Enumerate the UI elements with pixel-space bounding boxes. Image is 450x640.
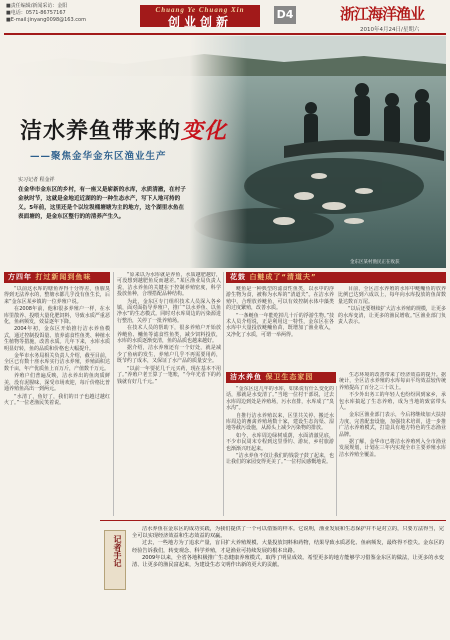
paragraph: 据了解，金华市已将洁水养殖列入全市渔业发展规划，计划在三年内实现全市主要养殖水库洁水养殖全覆盖。 [339, 439, 446, 458]
subheadline: ——聚焦金华金东区渔业生产 [30, 151, 167, 162]
column-3b-text [338, 286, 446, 368]
column-4-heading-text: 保卫生态家园 [265, 373, 314, 381]
paragraph: “金东区这几年的水库，如果说有什么变化的话，那就是水变清了。”当地一位村干部说，过去水库周边到处是养殖场，污水直排，水库成了“臭水沟”。 [226, 386, 334, 412]
column-3-heading-text: 白鲢成了“清道夫” [249, 273, 317, 281]
paragraph: “洁水养鱼不仅让我们的钱袋子鼓了起来，也让我们的家园变得更美了。”一位村民感慨地说。 [226, 453, 334, 466]
column-3a-text [226, 286, 334, 368]
commentary-text [132, 526, 444, 632]
column-4-heading [226, 372, 336, 383]
paragraph: 2009年以来，全省各地积极推广生态健康养殖模式，取得了明显成效。希望更多的地方能够学习借鉴金东区的做法，让更多的水变清、让更多的渔民富起来，为建设生态文明作出新的更大的贡献。 [132, 554, 444, 569]
paragraph: “原来以为水库就是养鱼，水质越肥越好，可没想到越肥鱼反而越差。”某区渔业局负责人说，洁水养鱼的关键在于控制养殖密度，科学投放鱼种，合理搭配品种结构。 [117, 272, 221, 298]
paragraph: 据介绍，洁水养殖还有一个好处，就是减少了鱼病的发生，养殖户几乎不再需要用药，既节约了成本，又保证了水产品的质量安全。 [117, 345, 221, 365]
lead-paragraph: 在金华市金东区的乡村，有一座又是崭新的水库，水质清澈，在村子金秋时节，这就是金地近近湖的的一种生态水产，写下人地可持的义。5年前，这里还是个以垃圾桶塘塘为主的地方，这个湖里水鱼在表面塘的，是金东区整行的的清养产生久。 [18, 187, 186, 220]
column-divider [336, 386, 337, 516]
newspaper-logo: 浙江海洋渔业 [340, 5, 425, 23]
paragraph: 在技术人员的帮助下，很多养殖户开始放养鲢鱼、鳙鱼等滤食性鱼类，减少饲料投放，水库的水质逐渐变清，鱼的品质也越来越好。 [117, 325, 221, 345]
section-banner [140, 5, 260, 27]
paragraph: 洁水养鱼在金东区的成功实践，为我们提供了一个可以借鉴的样本。它说明，渔业发展和生态保护并不是对立的，只要方法得当，完全可以实现经济效益和生态效益的双赢。 [132, 526, 444, 540]
column-1-heading-text: 打过新闻到鱼味 [35, 273, 92, 281]
page-number: D4 [274, 6, 296, 24]
commentary-label-box [104, 530, 126, 590]
column-1-text [4, 286, 110, 516]
contact-info [6, 3, 86, 24]
paragraph: 养殖户们普遍反映，洁水养出的鱼肉质鲜美，没有泥腥味，深受市场欢迎，每斤价格比普通养殖鱼高出一到两元。 [4, 373, 110, 393]
column-4-heading-tag: 洁水养鱼 [230, 373, 262, 381]
headline [20, 114, 227, 145]
top-rule [4, 33, 446, 35]
paragraph: 金东区渔业部门表示，今后将继续加大扶持力度，完善配套设施，加强技术培训，进一步推广洁水养殖模式，打造具有地方特色的生态渔业品牌。 [339, 412, 446, 438]
commentary-label: 记者手记 [113, 535, 122, 567]
column-3-heading-tag: 花鼓 [230, 273, 246, 281]
paragraph: 为此，金东区专门组织技术人员深入各乡镇，面对面指导养殖户，推广“以水养鱼、以鱼净水”的生态模式。同时对水库周边的污染源进行整治，关停了一批养殖场。 [117, 298, 221, 324]
paragraph: 金华市水务局相关负责人介绍，截至目前，全区已有数十座水库实行洁水养殖，养殖面积达数千亩，年产优质鱼上百万斤，产值数千万元。 [4, 353, 110, 372]
column-1-heading-tag: 方四年 [8, 273, 32, 281]
section-title-cn: 创业创新 [167, 15, 232, 29]
paragraph: 2004年初，金东区开始推行洁水养鱼模式，通过控制投饵量、放养滤食性鱼类、种植水生植物等措施，改善水质。几年下来，水库水质明显好转，鱼的品质和价格也大幅提升。 [4, 326, 110, 352]
paragraph: 目前，全区洁水养殖的水库中鲢鳙鱼的放养比例已达到六成以上，每年向水库投放的鱼苗数量达数百万尾。 [338, 286, 446, 305]
headline-main: 洁水养鱼带来的 [20, 118, 182, 144]
column-1-heading [4, 272, 110, 283]
paragraph: “以前一年要花几千元买药，现在基本不用了。”养殖户老王算了一笔账，“今年光省下的药钱就有好几千元。” [117, 365, 221, 385]
column-5-text [339, 372, 446, 516]
paragraph: 生态环境的改善带来了经济效益的提升。据统计，全区洁水养殖的水库每亩平均效益较传统养殖提高了百分之三十以上。 [339, 372, 446, 391]
contact-email[interactable]: ■E-mail:jinyang0098@163.com [6, 17, 86, 23]
column-3-heading [226, 272, 446, 283]
contact-editor: ■责任编辑/新闻采访：金阳 [6, 3, 68, 9]
paragraph: 在2008年前，他和很多养殖户一样，在水库里散养、投喂大量化肥饲料，导致水质严重恶化，鱼病频发，效益逐年下降。 [4, 306, 110, 326]
paragraph: 过去，一些地方为了追求产量，盲目扩大养殖规模、大量投放饲料和药物，结果导致水质恶化、鱼病频发，最终得不偿失。金东区的经验告诉我们，转变观念、科学养殖，才是渔业可持续发展的根本出路。 [132, 540, 444, 554]
byline: 实习记者 程金祥 [18, 177, 55, 183]
column-divider [223, 272, 224, 516]
paragraph: “一条鲢鱼一年能吃掉几十斤的浮游生物。”技术人员介绍说，正是利用这一特性，金东区在各水库中大量投放鲢鳙鱼苗，既增加了渔业收入，又净化了水质，可谓一举两得。 [226, 312, 334, 338]
contact-phone: ■电话：0571-86757167 [6, 10, 66, 16]
paragraph: “以后还要继续扩大洁水养殖的规模，让更多的水库变清，让更多的渔民增收。”区渔业部门负责人表示。 [338, 306, 446, 326]
column-4-text [226, 386, 334, 516]
paragraph: “水清了，鱼好了，我们的日子也越过越红火了。”一位老渔民笑着说。 [4, 393, 110, 406]
paragraph: 不少外出务工的年轻人也纷纷回到家乡，承包水库搞起了生态养殖，成为当地的致富带头人。 [339, 392, 446, 412]
headline-accent: 变化 [181, 118, 228, 144]
paragraph: 如今，水库周边绿树成荫，水面清澈见底，不少市民周末专程到这里垂钓、游玩，乡村旅游也渐渐兴旺起来。 [226, 432, 334, 452]
column-divider [113, 272, 114, 516]
section-title-en: Chuang Ye Chuang Xin [155, 6, 245, 14]
photo-caption: 金东区某村渔民正在收获 [350, 260, 400, 265]
paragraph: 自推行洁水养殖以来，区里共关停、搬迁水库周边的畜禽养殖场数十家，建设生态沟渠、湿地等截污设施，从源头上减少污染物的排放。 [226, 412, 334, 432]
paragraph: “以前这水库的塘鱼养得十分得差，鱼腥臭得到无法养水的，整塘水都几乎没有鱼生长，后来”金东区某乡镇的一位养殖户说。 [4, 286, 110, 305]
paragraph: 鲢鱼是一种典型的滤食性鱼类，以水中的浮游生物为食，被称为水库的“清道夫”。在洁水养殖中，合理放养鲢鱼，可以有效控制水体中藻类的过度繁殖，改善水质。 [226, 286, 334, 312]
issue-date: 2010年4月24日/星期六 [360, 27, 420, 33]
masthead [0, 0, 450, 34]
column-2-text [117, 272, 221, 516]
